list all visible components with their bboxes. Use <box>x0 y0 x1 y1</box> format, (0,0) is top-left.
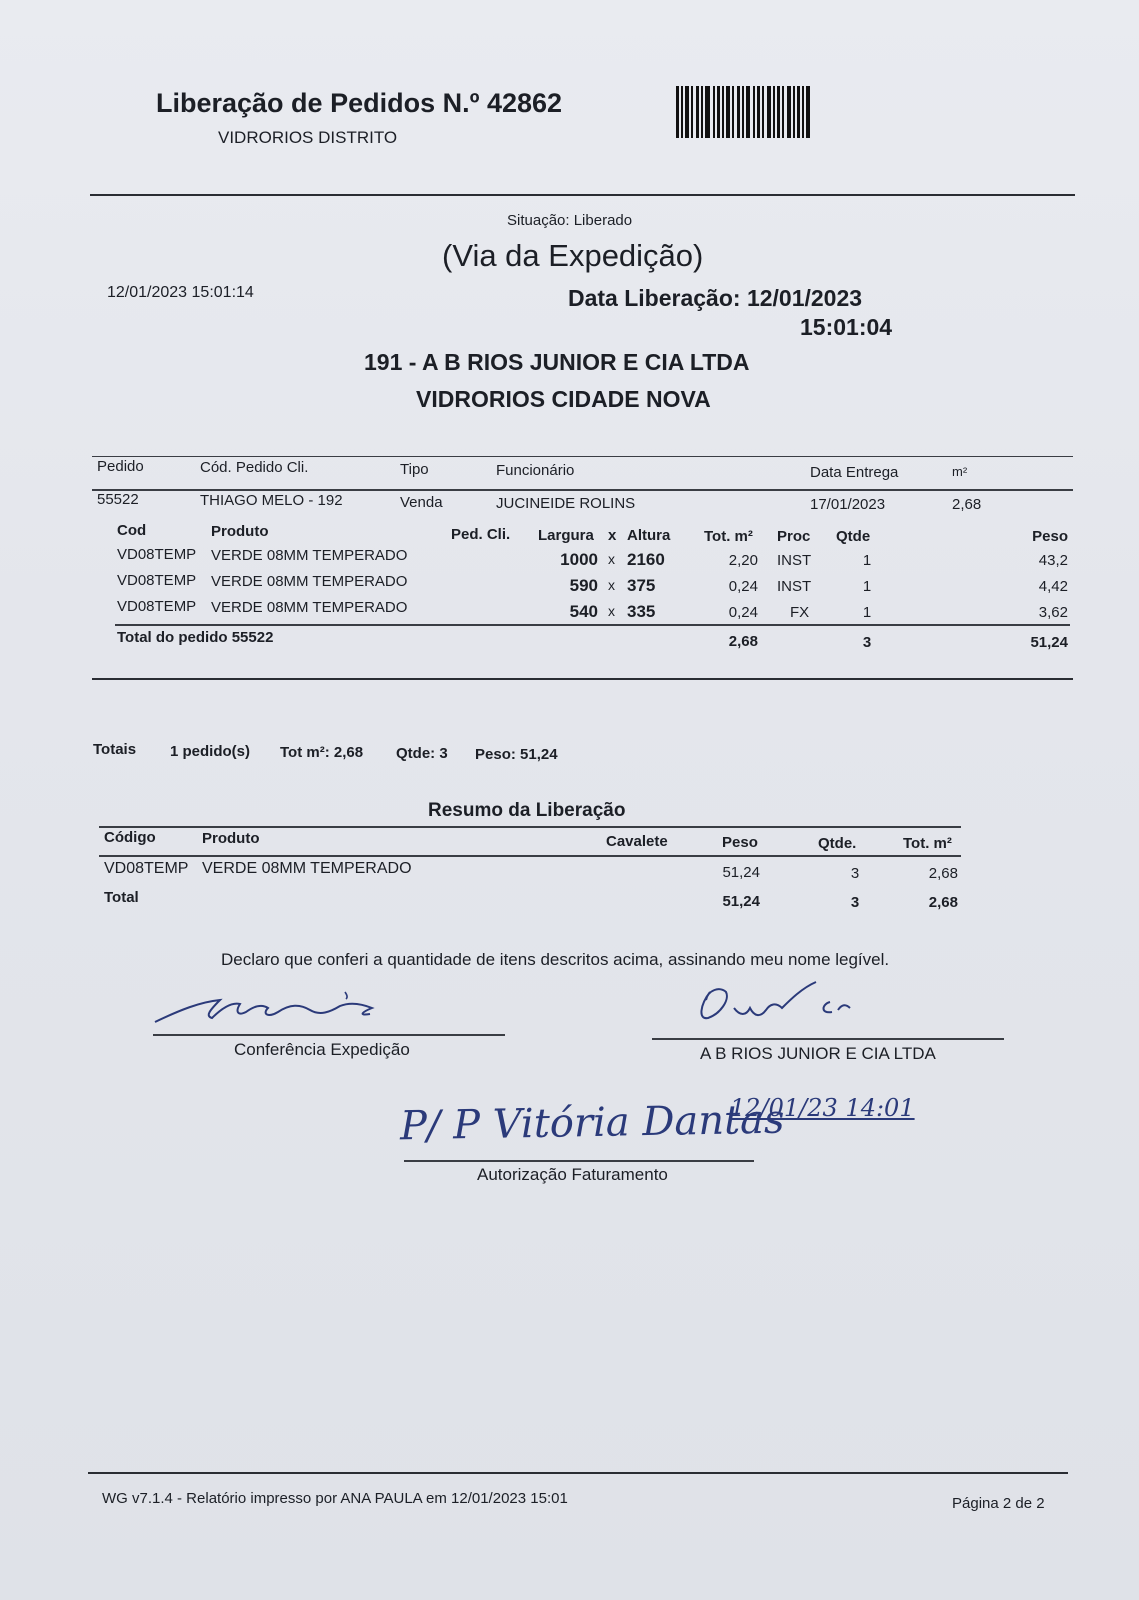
summary-col-peso: Peso <box>722 834 758 851</box>
issuer-name: VIDRORIOS DISTRITO <box>218 128 398 147</box>
totals-pedidos: 1 pedido(s) <box>170 743 251 760</box>
item-col-ped-cli: Ped. Cli. <box>451 526 511 543</box>
order-table-top-rule <box>92 456 1073 457</box>
item-largura: 540 <box>569 602 598 621</box>
summary-total-tot-m2: 2,68 <box>928 894 958 911</box>
item-x: x <box>608 603 615 619</box>
item-col-largura: Largura <box>538 527 594 544</box>
item-altura: 335 <box>627 602 656 621</box>
totals-qtde: Qtde: 3 <box>396 745 448 762</box>
item-col-produto: Produto <box>211 523 269 540</box>
item-col-x: x <box>608 527 617 544</box>
col-tipo: Tipo <box>400 461 429 478</box>
summary-peso: 51,24 <box>722 864 760 881</box>
footer-divider <box>88 1472 1068 1474</box>
item-col-proc: Proc <box>777 528 811 545</box>
summary-col-tot-m2: Tot. m² <box>903 835 952 852</box>
summary-total-peso: 51,24 <box>722 893 760 910</box>
left-signature-line <box>153 1034 505 1036</box>
item-col-cod: Cod <box>117 522 147 539</box>
order-total-qtde: 3 <box>862 634 872 651</box>
item-proc: FX <box>790 604 810 621</box>
item-col-tot-m2: Tot. m² <box>704 528 753 545</box>
billing-signature-label: Autorização Faturamento <box>477 1165 668 1184</box>
summary-codigo: VD08TEMP <box>104 860 189 877</box>
handwritten-signature-right <box>690 980 890 1040</box>
footer-page-number: Página 2 de 2 <box>952 1495 1045 1512</box>
item-tot-m2: 0,24 <box>728 578 758 595</box>
footer-printed-by: WG v7.1.4 - Relatório impresso por ANA PAULA em 12/01/2023 15:01 <box>102 1490 568 1507</box>
item-altura: 375 <box>627 576 656 595</box>
item-peso: 3,62 <box>1038 604 1068 621</box>
order-total-m2: 2,68 <box>728 633 758 650</box>
order-m2: 2,68 <box>952 496 982 513</box>
item-qtde: 1 <box>862 578 872 595</box>
order-cod-pedido: THIAGO MELO - 192 <box>200 492 343 509</box>
item-proc: INST <box>777 552 812 569</box>
totals-m2: Tot m²: 2,68 <box>280 744 364 761</box>
summary-tot-m2: 2,68 <box>928 865 958 882</box>
handwritten-signature-left <box>150 990 410 1030</box>
client-name: 191 - A B RIOS JUNIOR E CIA LTDA <box>364 349 750 375</box>
summary-col-qtde: Qtde. <box>818 835 857 852</box>
handwritten-authorization-name: P/ P Vitória Dantas <box>399 1096 785 1150</box>
release-time: 15:01:04 <box>800 314 893 340</box>
order-total-peso: 51,24 <box>1030 634 1068 651</box>
order-data-entrega: 17/01/2023 <box>810 496 886 513</box>
col-pedido: Pedido <box>97 458 144 475</box>
item-x: x <box>608 551 615 567</box>
right-signature-label: A B RIOS JUNIOR E CIA LTDA <box>700 1044 936 1063</box>
item-qtde: 1 <box>862 552 872 569</box>
summary-header-rule <box>99 855 961 857</box>
summary-col-cavalete: Cavalete <box>606 833 668 850</box>
declaration-text: Declaro que conferi a quantidade de itens descritos acima, assinando meu nome legível. <box>221 950 890 969</box>
order-total-label: Total do pedido 55522 <box>117 629 274 646</box>
item-col-qtde: Qtde <box>836 528 871 545</box>
order-pedido: 55522 <box>97 491 139 508</box>
item-x: x <box>608 577 615 593</box>
totals-label: Totais <box>93 741 137 758</box>
barcode <box>676 86 848 138</box>
col-m2: m² <box>952 464 968 479</box>
left-signature-label: Conferência Expedição <box>234 1040 410 1059</box>
item-tot-m2: 0,24 <box>728 604 758 621</box>
order-funcionario: JUCINEIDE ROLINS <box>496 495 636 512</box>
summary-total-qtde: 3 <box>850 894 860 911</box>
totals-peso: Peso: 51,24 <box>475 746 558 763</box>
item-produto: VERDE 08MM TEMPERADO <box>211 547 408 564</box>
col-data-entrega: Data Entrega <box>810 464 899 481</box>
item-col-altura: Altura <box>627 527 671 544</box>
print-timestamp: 12/01/2023 15:01:14 <box>107 284 254 301</box>
billing-signature-line <box>404 1160 754 1162</box>
item-qtde: 1 <box>862 604 872 621</box>
item-cod: VD08TEMP <box>117 598 197 615</box>
item-largura: 1000 <box>560 550 598 569</box>
item-largura: 590 <box>569 576 598 595</box>
summary-col-codigo: Código <box>104 829 156 846</box>
header-divider <box>90 194 1075 196</box>
item-proc: INST <box>777 578 812 595</box>
summary-title: Resumo da Liberação <box>428 800 626 821</box>
order-total-rule <box>115 624 1070 626</box>
order-header-rule <box>92 489 1073 491</box>
document-title: Liberação de Pedidos N.º 42862 <box>156 88 563 118</box>
handwritten-authorization-date: 12/01/23 14:01 <box>730 1094 915 1122</box>
summary-produto: VERDE 08MM TEMPERADO <box>202 860 412 877</box>
item-cod: VD08TEMP <box>117 572 197 589</box>
summary-qtde: 3 <box>850 865 860 882</box>
col-funcionario: Funcionário <box>496 462 575 479</box>
via-title: (Via da Expedição) <box>442 238 704 273</box>
item-tot-m2: 2,20 <box>728 552 758 569</box>
item-peso: 43,2 <box>1038 552 1068 569</box>
status-text: Situação: Liberado <box>507 212 633 229</box>
right-signature-line <box>652 1038 1004 1040</box>
release-date: Data Liberação: 12/01/2023 <box>568 285 863 311</box>
item-altura: 2160 <box>627 550 665 569</box>
item-produto: VERDE 08MM TEMPERADO <box>211 573 408 590</box>
section-divider <box>92 678 1073 680</box>
item-col-peso: Peso <box>1032 528 1068 545</box>
client-store: VIDRORIOS CIDADE NOVA <box>416 386 711 412</box>
summary-col-produto: Produto <box>202 830 260 847</box>
item-cod: VD08TEMP <box>117 546 197 563</box>
col-cod-pedido: Cód. Pedido Cli. <box>200 459 309 476</box>
item-peso: 4,42 <box>1038 578 1068 595</box>
item-produto: VERDE 08MM TEMPERADO <box>211 599 408 616</box>
order-tipo: Venda <box>400 494 443 511</box>
summary-total-label: Total <box>104 889 139 906</box>
summary-top-rule <box>99 826 961 828</box>
